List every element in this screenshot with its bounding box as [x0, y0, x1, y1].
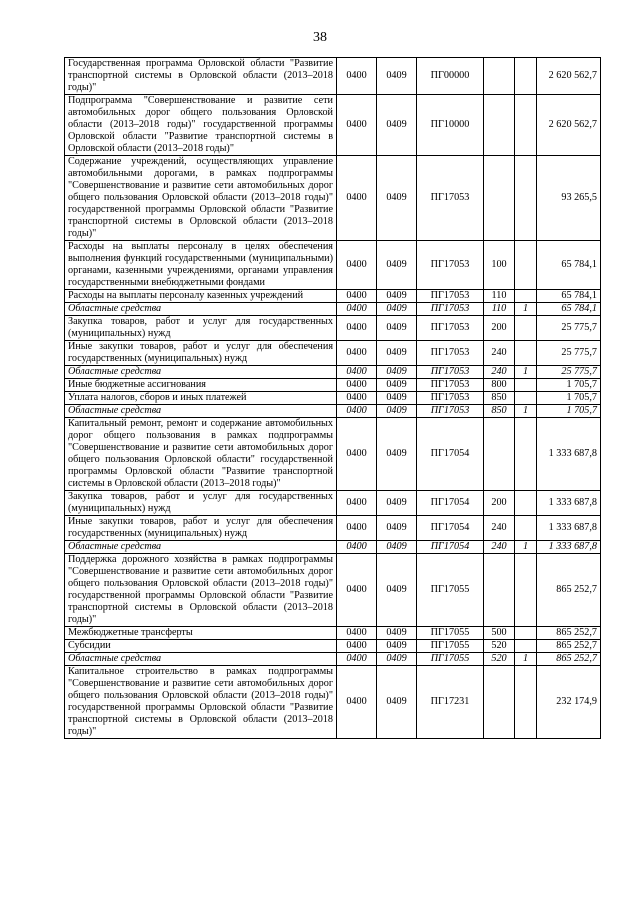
row-name: Иные закупки товаров, работ и услуг для обеспечения государственных (муниципальных) нужд: [65, 516, 337, 541]
row-subsection: 0409: [377, 95, 417, 156]
row-amount: 1 333 687,8: [537, 541, 601, 554]
row-expense-type: [484, 418, 515, 491]
row-funding-source: 1: [515, 405, 537, 418]
row-section: 0400: [337, 58, 377, 95]
row-amount: 232 174,9: [537, 666, 601, 739]
row-name: Областные средства: [65, 541, 337, 554]
row-target-code: ПГ17054: [417, 516, 484, 541]
row-expense-type: 110: [484, 290, 515, 303]
table-row: [65, 627, 601, 640]
row-target-code: ПГ17055: [417, 653, 484, 666]
row-target-code: ПГ17053: [417, 392, 484, 405]
table-row: [65, 241, 601, 290]
row-name: Закупка товаров, работ и услуг для государственных (муниципальных) нужд: [65, 491, 337, 516]
row-target-code: ПГ17053: [417, 405, 484, 418]
row-section: 0400: [337, 156, 377, 241]
row-name: Иные закупки товаров, работ и услуг для обеспечения государственных (муниципальных) нужд: [65, 341, 337, 366]
row-expense-type: 500: [484, 627, 515, 640]
row-name: Областные средства: [65, 653, 337, 666]
row-amount: 1 705,7: [537, 379, 601, 392]
row-funding-source: [515, 341, 537, 366]
row-name: Капитальный ремонт, ремонт и содержание автомобильных дорог общего пользования в рамках подпрограммы "Совершенствование и развитие сети автомобильных дорог общего пользования Орловской области" государственной программы Орловской области "Развитие транспортной системы в Орловской области (2013–2018 годы)": [65, 418, 337, 491]
row-amount: 865 252,7: [537, 653, 601, 666]
row-target-code: ПГ17053: [417, 379, 484, 392]
row-section: 0400: [337, 516, 377, 541]
row-target-code: ПГ17054: [417, 491, 484, 516]
table-row: [65, 379, 601, 392]
row-name: Капитальное строительство в рамках подпрограммы "Совершенствование и развитие сети автомобильных дорог общего пользования Орловской области (2013–2018 годы)" государственной программы Орловской области "Развитие транспортной системы в Орловской области (2013–2018 годы)": [65, 666, 337, 739]
row-funding-source: [515, 241, 537, 290]
row-expense-type: [484, 95, 515, 156]
row-section: 0400: [337, 95, 377, 156]
row-target-code: ПГ17055: [417, 627, 484, 640]
row-expense-type: [484, 666, 515, 739]
row-subsection: 0409: [377, 640, 417, 653]
row-section: 0400: [337, 541, 377, 554]
row-name: Государственная программа Орловской области "Развитие транспортной системы в Орловской области (2013–2018 годы)": [65, 58, 337, 95]
row-name: Подпрограмма "Совершенствование и развитие сети автомобильных дорог общего пользования Орловской области (2013–2018 годы)" государственной программы Орловской области "Развитие транспортной системы в Орловской области (2013–2018 годы)": [65, 95, 337, 156]
row-amount: 1 705,7: [537, 405, 601, 418]
row-amount: 65 784,1: [537, 290, 601, 303]
row-amount: 1 705,7: [537, 392, 601, 405]
row-funding-source: [515, 554, 537, 627]
row-amount: 2 620 562,7: [537, 95, 601, 156]
row-funding-source: [515, 516, 537, 541]
row-section: 0400: [337, 316, 377, 341]
row-section: 0400: [337, 392, 377, 405]
row-amount: 1 333 687,8: [537, 491, 601, 516]
row-funding-source: [515, 290, 537, 303]
table-row: [65, 58, 601, 95]
row-target-code: ПГ17053: [417, 241, 484, 290]
row-subsection: 0409: [377, 241, 417, 290]
row-name: Расходы на выплаты персоналу в целях обеспечения выполнения функций государственными (муниципальными) органами, казенными учреждениями, органами управления государственными внебюджетными фондами: [65, 241, 337, 290]
row-section: 0400: [337, 341, 377, 366]
row-amount: 865 252,7: [537, 627, 601, 640]
row-amount: 25 775,7: [537, 341, 601, 366]
row-section: 0400: [337, 303, 377, 316]
row-section: 0400: [337, 627, 377, 640]
row-subsection: 0409: [377, 392, 417, 405]
row-section: 0400: [337, 666, 377, 739]
table-row: [65, 405, 601, 418]
row-target-code: ПГ17055: [417, 640, 484, 653]
row-amount: 65 784,1: [537, 303, 601, 316]
row-funding-source: 1: [515, 366, 537, 379]
row-funding-source: [515, 95, 537, 156]
table-row: [65, 541, 601, 554]
row-subsection: 0409: [377, 366, 417, 379]
row-subsection: 0409: [377, 341, 417, 366]
row-amount: 865 252,7: [537, 554, 601, 627]
row-target-code: ПГ17231: [417, 666, 484, 739]
row-target-code: ПГ17054: [417, 418, 484, 491]
row-subsection: 0409: [377, 58, 417, 95]
row-amount: 865 252,7: [537, 640, 601, 653]
row-subsection: 0409: [377, 627, 417, 640]
row-name: Расходы на выплаты персоналу казенных учреждений: [65, 290, 337, 303]
row-subsection: 0409: [377, 418, 417, 491]
row-subsection: 0409: [377, 290, 417, 303]
table-row: [65, 303, 601, 316]
row-funding-source: 1: [515, 541, 537, 554]
row-name: Иные бюджетные ассигнования: [65, 379, 337, 392]
row-funding-source: [515, 392, 537, 405]
row-funding-source: [515, 418, 537, 491]
row-expense-type: 850: [484, 405, 515, 418]
row-section: 0400: [337, 554, 377, 627]
row-name: Субсидии: [65, 640, 337, 653]
row-subsection: 0409: [377, 491, 417, 516]
table-row: [65, 418, 601, 491]
row-expense-type: 240: [484, 366, 515, 379]
row-expense-type: 200: [484, 316, 515, 341]
row-funding-source: [515, 640, 537, 653]
row-expense-type: 100: [484, 241, 515, 290]
row-name: Областные средства: [65, 366, 337, 379]
row-name: Закупка товаров, работ и услуг для государственных (муниципальных) нужд: [65, 316, 337, 341]
table-row: [65, 491, 601, 516]
row-expense-type: 800: [484, 379, 515, 392]
row-expense-type: 520: [484, 640, 515, 653]
row-subsection: 0409: [377, 156, 417, 241]
row-funding-source: [515, 379, 537, 392]
row-expense-type: 520: [484, 653, 515, 666]
row-subsection: 0409: [377, 516, 417, 541]
row-expense-type: [484, 156, 515, 241]
row-target-code: ПГ00000: [417, 58, 484, 95]
row-name: Уплата налогов, сборов и иных платежей: [65, 392, 337, 405]
table-row: [65, 554, 601, 627]
row-target-code: ПГ17053: [417, 156, 484, 241]
row-expense-type: 240: [484, 516, 515, 541]
row-section: 0400: [337, 653, 377, 666]
table-row: [65, 290, 601, 303]
row-subsection: 0409: [377, 653, 417, 666]
row-section: 0400: [337, 491, 377, 516]
row-name: Поддержка дорожного хозяйства в рамках подпрограммы "Совершенствование и развитие сети автомобильных дорог общего пользования Орловской области (2013–2018 годы)" государственной программы Орловской области "Развитие транспортной системы в Орловской области (2013–2018 годы)": [65, 554, 337, 627]
row-amount: 2 620 562,7: [537, 58, 601, 95]
row-name: Содержание учреждений, осуществляющих управление автомобильными дорогами, в рамках подпрограммы "Совершенствование и развитие сети автомобильных дорог общего пользования Орловской области (2013–2018 годы)" государственной программы Орловской области "Развитие транспортной системы в Орловской области (2013–2018 годы)": [65, 156, 337, 241]
row-target-code: ПГ10000: [417, 95, 484, 156]
row-name: Областные средства: [65, 405, 337, 418]
row-target-code: ПГ17053: [417, 316, 484, 341]
row-funding-source: [515, 156, 537, 241]
row-section: 0400: [337, 366, 377, 379]
row-funding-source: [515, 627, 537, 640]
row-subsection: 0409: [377, 541, 417, 554]
row-expense-type: 850: [484, 392, 515, 405]
table-row: [65, 392, 601, 405]
row-section: 0400: [337, 405, 377, 418]
row-funding-source: 1: [515, 653, 537, 666]
row-funding-source: [515, 491, 537, 516]
budget-table: [64, 57, 601, 739]
row-amount: 93 265,5: [537, 156, 601, 241]
row-target-code: ПГ17053: [417, 341, 484, 366]
row-target-code: ПГ17053: [417, 290, 484, 303]
table-body: [65, 58, 601, 739]
row-target-code: ПГ17053: [417, 303, 484, 316]
row-expense-type: [484, 554, 515, 627]
table-row: [65, 95, 601, 156]
row-section: 0400: [337, 640, 377, 653]
table-row: [65, 341, 601, 366]
row-funding-source: 1: [515, 303, 537, 316]
row-target-code: ПГ17053: [417, 366, 484, 379]
row-amount: 25 775,7: [537, 366, 601, 379]
row-name: Межбюджетные трансферты: [65, 627, 337, 640]
row-subsection: 0409: [377, 303, 417, 316]
page-number: 38: [313, 30, 327, 45]
row-target-code: ПГ17054: [417, 541, 484, 554]
row-section: 0400: [337, 418, 377, 491]
row-funding-source: [515, 58, 537, 95]
row-amount: 1 333 687,8: [537, 418, 601, 491]
row-section: 0400: [337, 241, 377, 290]
row-subsection: 0409: [377, 405, 417, 418]
row-subsection: 0409: [377, 316, 417, 341]
row-funding-source: [515, 666, 537, 739]
row-expense-type: 200: [484, 491, 515, 516]
table-row: [65, 640, 601, 653]
row-subsection: 0409: [377, 554, 417, 627]
row-amount: 1 333 687,8: [537, 516, 601, 541]
row-expense-type: [484, 58, 515, 95]
table-row: [65, 516, 601, 541]
row-section: 0400: [337, 290, 377, 303]
table-row: [65, 366, 601, 379]
row-target-code: ПГ17055: [417, 554, 484, 627]
row-funding-source: [515, 316, 537, 341]
row-expense-type: 110: [484, 303, 515, 316]
row-expense-type: 240: [484, 341, 515, 366]
row-amount: 25 775,7: [537, 316, 601, 341]
row-section: 0400: [337, 379, 377, 392]
row-expense-type: 240: [484, 541, 515, 554]
row-subsection: 0409: [377, 379, 417, 392]
table-row: [65, 653, 601, 666]
table-row: [65, 316, 601, 341]
table-row: [65, 666, 601, 739]
table-row: [65, 156, 601, 241]
row-subsection: 0409: [377, 666, 417, 739]
row-amount: 65 784,1: [537, 241, 601, 290]
row-name: Областные средства: [65, 303, 337, 316]
